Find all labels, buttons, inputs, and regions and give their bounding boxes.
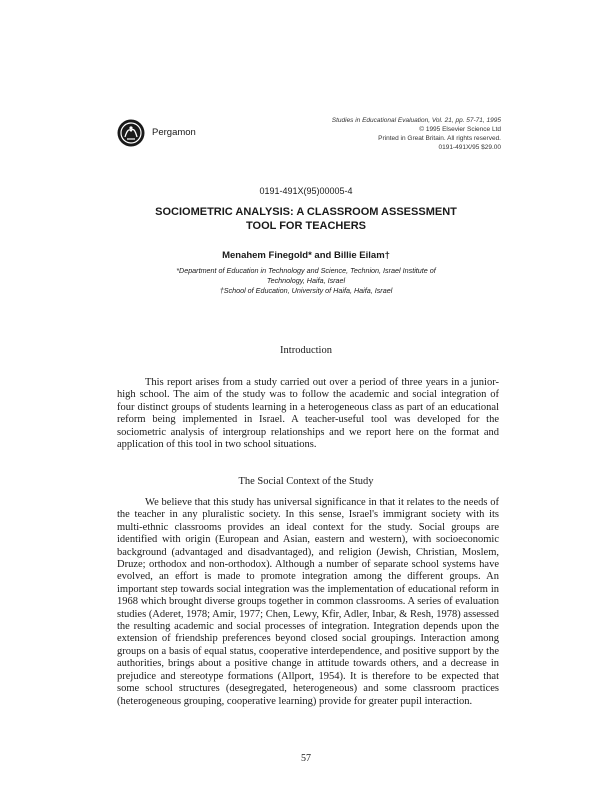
publisher-name: Pergamon bbox=[152, 127, 196, 138]
journal-citation: Studies in Educational Evaluation, Vol. 21, pp. 57-71, 1995 bbox=[331, 117, 501, 124]
article-title bbox=[0, 205, 612, 233]
issn-line: 0191-491X/95 $29.00 bbox=[438, 144, 501, 151]
affiliation-line: *Department of Education in Technology and Science, Technion, Israel Institute of bbox=[176, 266, 436, 275]
paragraph-introduction: This report arises from a study carried out over a period of three years in a junior-high school. The aim of the study was to follow the academic and social integration of four distinct groups of students learning in a heterogeneous class as part of an educational reform being implemented in Israel. A teacher-useful tool was developed for the sociometric analysis of intergroup relationships and we report here on the format and application of this tool in two school situations. bbox=[117, 377, 499, 451]
page-number: 57 bbox=[301, 753, 311, 764]
authors: Menahem Finegold* and Billie Eilam† bbox=[222, 250, 390, 261]
printed-line: Printed in Great Britain. All rights reserved. bbox=[378, 135, 501, 142]
affiliation-line: †School of Education, University of Haifa, Haifa, Israel bbox=[219, 286, 393, 295]
pergamon-logo-icon bbox=[116, 118, 146, 148]
title-line: TOOL FOR TEACHERS bbox=[246, 220, 366, 232]
affiliation-line: Technology, Haifa, Israel bbox=[266, 276, 346, 285]
pii-code: 0191-491X(95)00005-4 bbox=[259, 186, 353, 196]
section-heading-introduction: Introduction bbox=[280, 345, 332, 356]
affiliations bbox=[0, 266, 612, 296]
title-line: SOCIOMETRIC ANALYSIS: A CLASSROOM ASSESSMENT bbox=[155, 206, 457, 218]
section-heading-social-context: The Social Context of the Study bbox=[238, 476, 374, 487]
paragraph-social-context: We believe that this study has universal significance in that it relates to the needs of the teacher in any pluralistic society. In this sense, Israel's immigrant society with its multi-ethnic classrooms provides an ideal context for the study. Social groups are identified with origin (European and Asian, eastern and western), with socioeconomic background (advantaged and disadvantaged), and religion (Jewish, Christian, Moslem, Druze; orthodox and non-orthodox). Although a number of separate school systems have evolved, an effort is made to promote integration among the different groups. An important step towards social integration was the implementation of educational reform in 1968 which brought diverse groups together in common classrooms. A series of evaluation studies (Aderet, 1978; Amir, 1977; Chen, Lewy, Kfir, Adler, Inbar, & Resh, 1978) assessed the resulting academic and social processes of integration. Integration depends upon the extension of friendship preferences beyond closed social groupings. Interaction among groups on a basis of equal status, cooperative interdependence, and positive support by the authorities, brings about a positive change in attitude towards others, and a decrease in prejudice and stereotype formations (Allport, 1954). It is therefore to be expected that some school structures (desegregated, heterogeneous) and some classroom practices (heterogeneous grouping, cooperative learning) provide for greater pupil interaction. bbox=[117, 497, 499, 707]
copyright-line: © 1995 Elsevier Science Ltd bbox=[419, 126, 501, 133]
journal-info bbox=[332, 116, 501, 152]
